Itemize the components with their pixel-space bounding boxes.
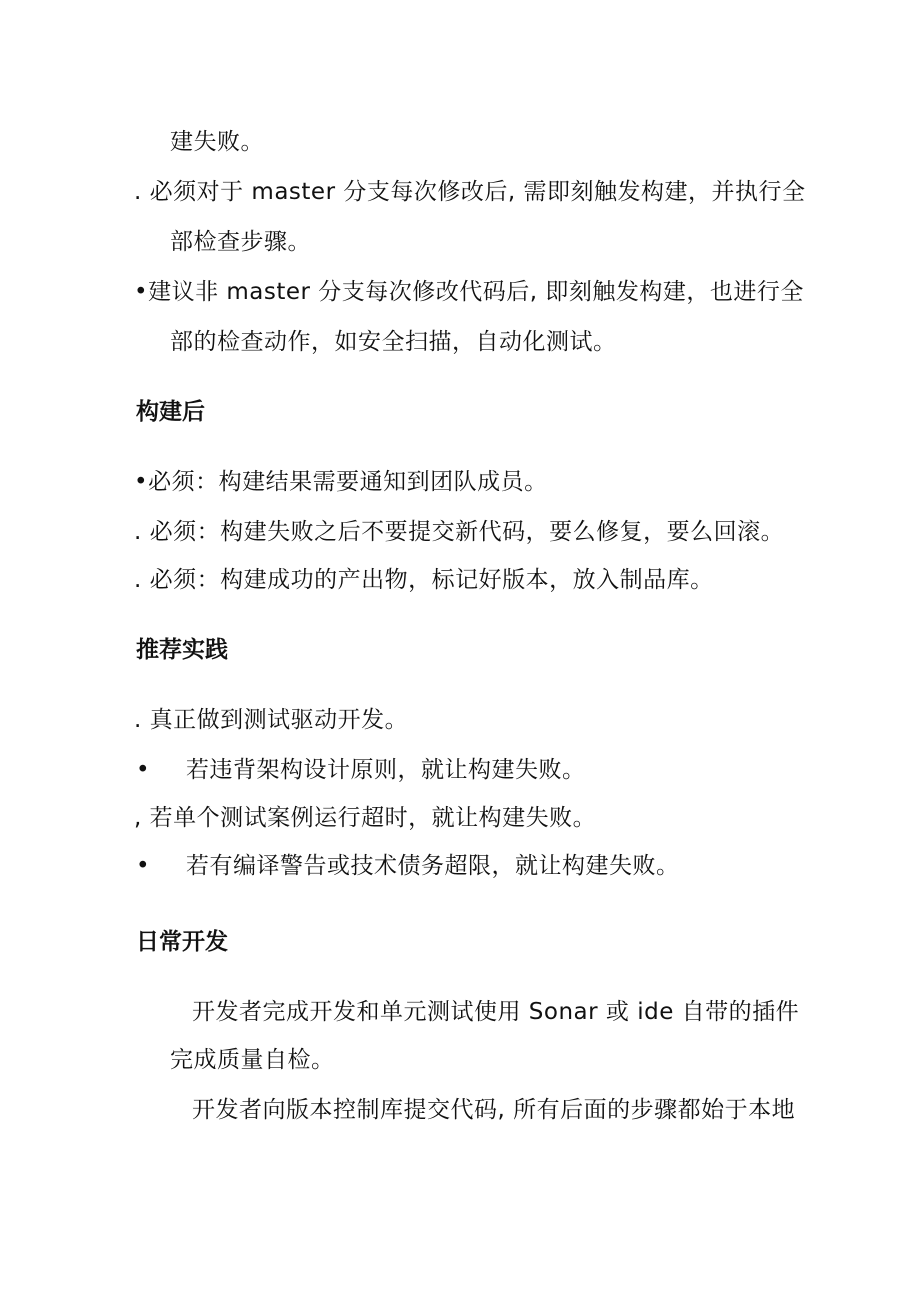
daily-line-1: 开发者完成开发和单元测试使用 Sonar 或 ide 自带的插件 — [192, 999, 800, 1025]
practice-item-4: 若有编译警告或技术债务超限，就让构建失败。 — [186, 853, 680, 879]
intro-line-1: 建失败。 — [170, 129, 264, 155]
heading-daily: 日常开发 — [136, 929, 228, 955]
daily-line-2: 完成质量自检。 — [170, 1047, 335, 1073]
practice-item-2: 若违背架构设计原则，就让构建失败。 — [186, 757, 586, 783]
after-build-item-3: . 必须：构建成功的产出物，标记好版本，放入制品库。 — [134, 567, 714, 593]
practice-item-3: , 若单个测试案例运行超时，就让构建失败。 — [134, 805, 597, 831]
intro-line-4: •建议非 master 分支每次修改代码后, 即刻触发构建，也进行全 — [134, 279, 804, 305]
bullet-icon: • — [136, 757, 150, 783]
intro-line-3: 部检查步骤。 — [170, 229, 311, 255]
intro-line-5: 部的检查动作，如安全扫描，自动化测试。 — [170, 329, 617, 355]
after-build-item-1: •必须：构建结果需要通知到团队成员。 — [134, 469, 548, 495]
intro-line-2: . 必须对于 master 分支每次修改后, 需即刻触发构建，并执行全 — [134, 179, 806, 205]
heading-after-build: 构建后 — [136, 399, 205, 425]
daily-line-3: 开发者向版本控制库提交代码, 所有后面的步骤都始于本地 — [192, 1097, 796, 1123]
after-build-item-2: . 必须：构建失败之后不要提交新代码，要么修复，要么回滚。 — [134, 519, 785, 545]
bullet-icon: • — [136, 853, 150, 879]
practice-item-1: . 真正做到测试驱动开发。 — [134, 707, 409, 733]
heading-practice: 推荐实践 — [136, 637, 228, 663]
